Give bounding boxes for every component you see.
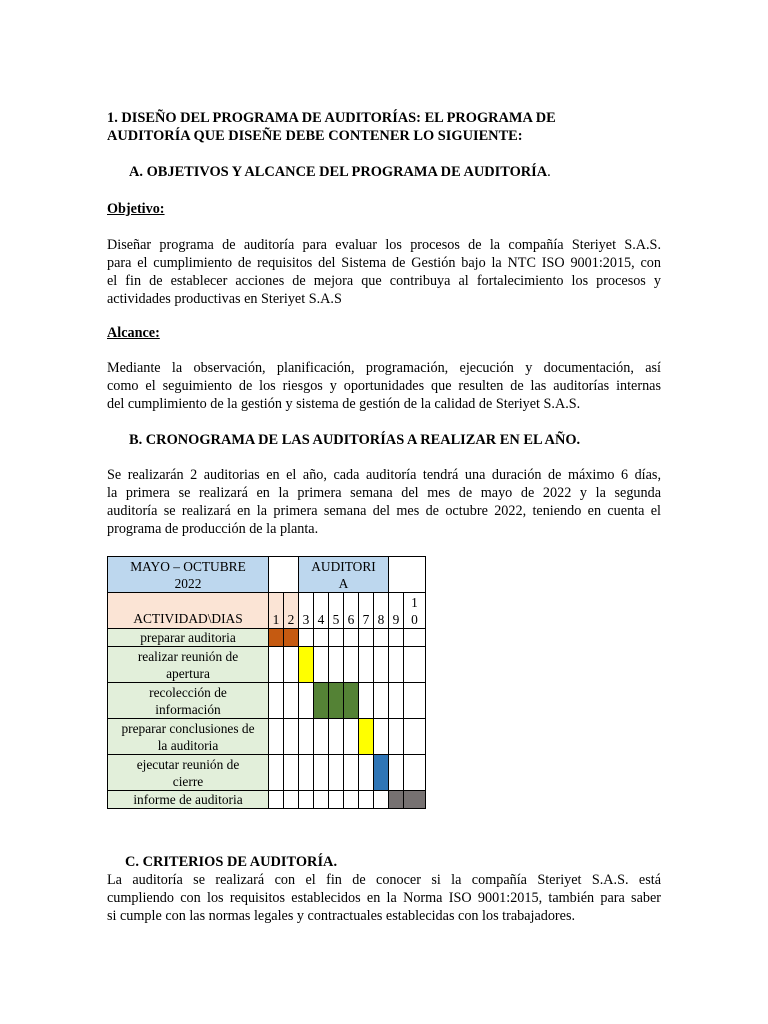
blank-header-cell [389, 557, 426, 593]
day-cell: 5 [329, 593, 344, 629]
gantt-empty-cell [299, 755, 314, 791]
gantt-empty-cell [374, 629, 389, 647]
audit-line1: AUDITORI [311, 558, 376, 574]
period-line2: 2022 [174, 575, 202, 591]
alcance-paragraph [107, 359, 661, 413]
task-row [108, 755, 426, 791]
gantt-empty-cell [344, 791, 359, 809]
gantt-empty-cell [299, 719, 314, 755]
gantt-bar-cell [344, 683, 359, 719]
days-header-row [108, 593, 426, 629]
cronograma-line: programa de producción de la planta. [107, 521, 319, 537]
gantt-bar-cell [299, 647, 314, 683]
gantt-empty-cell [269, 647, 284, 683]
gantt-empty-cell [314, 791, 329, 809]
gantt-bar-cell [314, 683, 329, 719]
gantt-empty-cell [269, 755, 284, 791]
gantt-empty-cell [359, 683, 374, 719]
gantt-empty-cell [314, 629, 329, 647]
gantt-empty-cell [359, 629, 374, 647]
objetivo-line: Diseñar programa de auditoría para evaluar los procesos de la compañía Steriyet S.A.S. [107, 237, 661, 253]
gantt-empty-cell [299, 629, 314, 647]
gantt-empty-cell [389, 629, 404, 647]
criterios-line: La auditoría se realizará con el fin de conocer si la compañía Steriyet S.A.S. está [107, 872, 661, 888]
task-name-cell [108, 755, 269, 791]
task-row [108, 683, 426, 719]
gantt-empty-cell [269, 719, 284, 755]
task-name-cell [108, 719, 269, 755]
gantt-empty-cell [329, 629, 344, 647]
gantt-empty-cell [314, 647, 329, 683]
gantt-empty-cell [359, 791, 374, 809]
task-row [108, 629, 426, 647]
cronograma-line: Se realizarán 2 auditorias en el año, cada auditoría tendrá una duración de máximo 6 días, [107, 467, 661, 483]
gantt-bar-cell [374, 755, 389, 791]
section-b-heading: B. CRONOGRAMA DE LAS AUDITORÍAS A REALIZAR EN EL AÑO. [129, 432, 581, 448]
objetivo-line: actividades productivas en Steriyet S.A.S [107, 291, 342, 307]
gantt-empty-cell [374, 647, 389, 683]
task-name-line1: realizar reunión de [137, 648, 239, 664]
task-name-line1: preparar auditoria [140, 630, 236, 645]
gantt-bar-cell [329, 683, 344, 719]
section-a-heading-text: A. OBJETIVOS Y ALCANCE DEL PROGRAMA DE AUDITORÍA [129, 164, 548, 180]
objetivo-line: el fin de establecer acciones de mejora que contribuya al fortalecimiento los procesos y [107, 273, 661, 289]
gantt-empty-cell [374, 719, 389, 755]
gantt-empty-cell [314, 719, 329, 755]
alcance-line: del cumplimiento de la gestión y sistema de gestión de la calidad de Steriyet S.A.S. [107, 396, 581, 412]
task-rows [108, 629, 426, 809]
task-name-cell [108, 647, 269, 683]
gantt-empty-cell [284, 719, 299, 755]
section-1-heading [107, 109, 661, 145]
section-a-heading [129, 163, 551, 181]
gantt-empty-cell [344, 755, 359, 791]
gantt-empty-cell [329, 791, 344, 809]
gantt-empty-cell [404, 755, 426, 791]
objetivo-label: Objetivo: [107, 201, 165, 217]
gantt-empty-cell [359, 647, 374, 683]
criterios-paragraph [107, 871, 661, 925]
task-name-line1: ejecutar reunión de [136, 756, 240, 772]
gantt-empty-cell [374, 683, 389, 719]
day-cell: 9 [389, 593, 404, 629]
gantt-empty-cell [269, 683, 284, 719]
task-row [108, 791, 426, 809]
gantt-empty-cell [299, 683, 314, 719]
audit-header-cell [299, 557, 389, 593]
section-c-heading: C. CRITERIOS DE AUDITORÍA. [125, 854, 338, 870]
gantt-empty-cell [329, 719, 344, 755]
task-name-cell [108, 791, 269, 809]
day-cell: 2 [284, 593, 299, 629]
gantt-empty-cell [389, 719, 404, 755]
blank-header-cell [269, 557, 299, 593]
task-name-cell [108, 629, 269, 647]
gantt-empty-cell [344, 647, 359, 683]
cronograma-line: la primera se realizará en la primera semana del mes de mayo de 2022 y la segunda [107, 485, 661, 501]
cronograma-paragraph [107, 466, 661, 538]
gantt-bar-cell [284, 629, 299, 647]
gantt-empty-cell [314, 755, 329, 791]
table-header-row [108, 557, 426, 593]
cronograma-line: auditoría se realizará en la primera semana del mes de octubre 2022, teniendo en cuenta el [107, 503, 661, 519]
objetivo-paragraph [107, 236, 661, 308]
gantt-bar-cell [269, 629, 284, 647]
task-name-line2: la auditoria [157, 737, 219, 753]
alcance-line: Mediante la observación, planificación, programación, ejecución y documentación, así [107, 360, 661, 376]
day-cell: 6 [344, 593, 359, 629]
audit-line2: A [338, 575, 349, 591]
section-1-heading-line2: AUDITORÍA QUE DISEÑE DEBE CONTENER LO SIGUIENTE: [107, 128, 523, 144]
gantt-empty-cell [404, 629, 426, 647]
day-cell: 4 [314, 593, 329, 629]
gantt-bar-cell [389, 791, 404, 809]
task-name-line1: preparar conclusiones de [121, 720, 255, 736]
gantt-empty-cell [344, 629, 359, 647]
criterios-line: si cumple con las normas legales y contractuales establecidas con los trabajadores. [107, 908, 576, 924]
gantt-bar-cell [404, 791, 426, 809]
gantt-empty-cell [344, 719, 359, 755]
gantt-empty-cell [284, 683, 299, 719]
task-name-line1: recolección de [149, 684, 227, 700]
gantt-empty-cell [284, 647, 299, 683]
gantt-bar-cell [359, 719, 374, 755]
gantt-empty-cell [389, 647, 404, 683]
gantt-empty-cell [284, 755, 299, 791]
task-name-line2: apertura [166, 665, 210, 681]
day-cell: 7 [359, 593, 374, 629]
criterios-line: cumpliendo con los requisitos establecidos en la Norma ISO 9001:2015, también para saber [107, 890, 661, 906]
gantt-empty-cell [284, 791, 299, 809]
gantt-empty-cell [389, 683, 404, 719]
gantt-empty-cell [404, 647, 426, 683]
day-cell: 8 [374, 593, 389, 629]
objetivo-line: para el cumplimiento de requisitos del Sistema de Gestión bajo la NTC ISO 9001:2015, con [107, 255, 661, 271]
alcance-label: Alcance: [107, 325, 160, 341]
activity-header-cell: ACTIVIDAD\DIAS [108, 593, 269, 629]
task-name-cell [108, 683, 269, 719]
gantt-empty-cell [374, 791, 389, 809]
period-line1: MAYO – OCTUBRE [130, 558, 246, 574]
section-1-heading-line1: 1. DISEÑO DEL PROGRAMA DE AUDITORÍAS: EL PROGRAMA DE [107, 110, 556, 126]
gantt-empty-cell [329, 647, 344, 683]
alcance-line: como el seguimiento de los riesgos y oportunidades que resulten de las auditorías internas [107, 378, 661, 394]
task-row [108, 647, 426, 683]
day-cell: 1 0 [404, 593, 426, 629]
gantt-empty-cell [329, 755, 344, 791]
task-name-line2: información [155, 701, 221, 717]
audit-schedule-table [107, 556, 426, 809]
gantt-empty-cell [299, 791, 314, 809]
gantt-empty-cell [269, 791, 284, 809]
period-header-cell [108, 557, 269, 593]
task-row [108, 719, 426, 755]
task-name-line1: informe de auditoria [133, 792, 243, 807]
gantt-empty-cell [359, 755, 374, 791]
day-cell: 3 [299, 593, 314, 629]
gantt-empty-cell [389, 755, 404, 791]
day-cell: 1 [269, 593, 284, 629]
gantt-empty-cell [404, 683, 426, 719]
section-a-heading-dot: . [547, 164, 551, 180]
task-name-line2: cierre [172, 773, 204, 789]
gantt-empty-cell [404, 719, 426, 755]
